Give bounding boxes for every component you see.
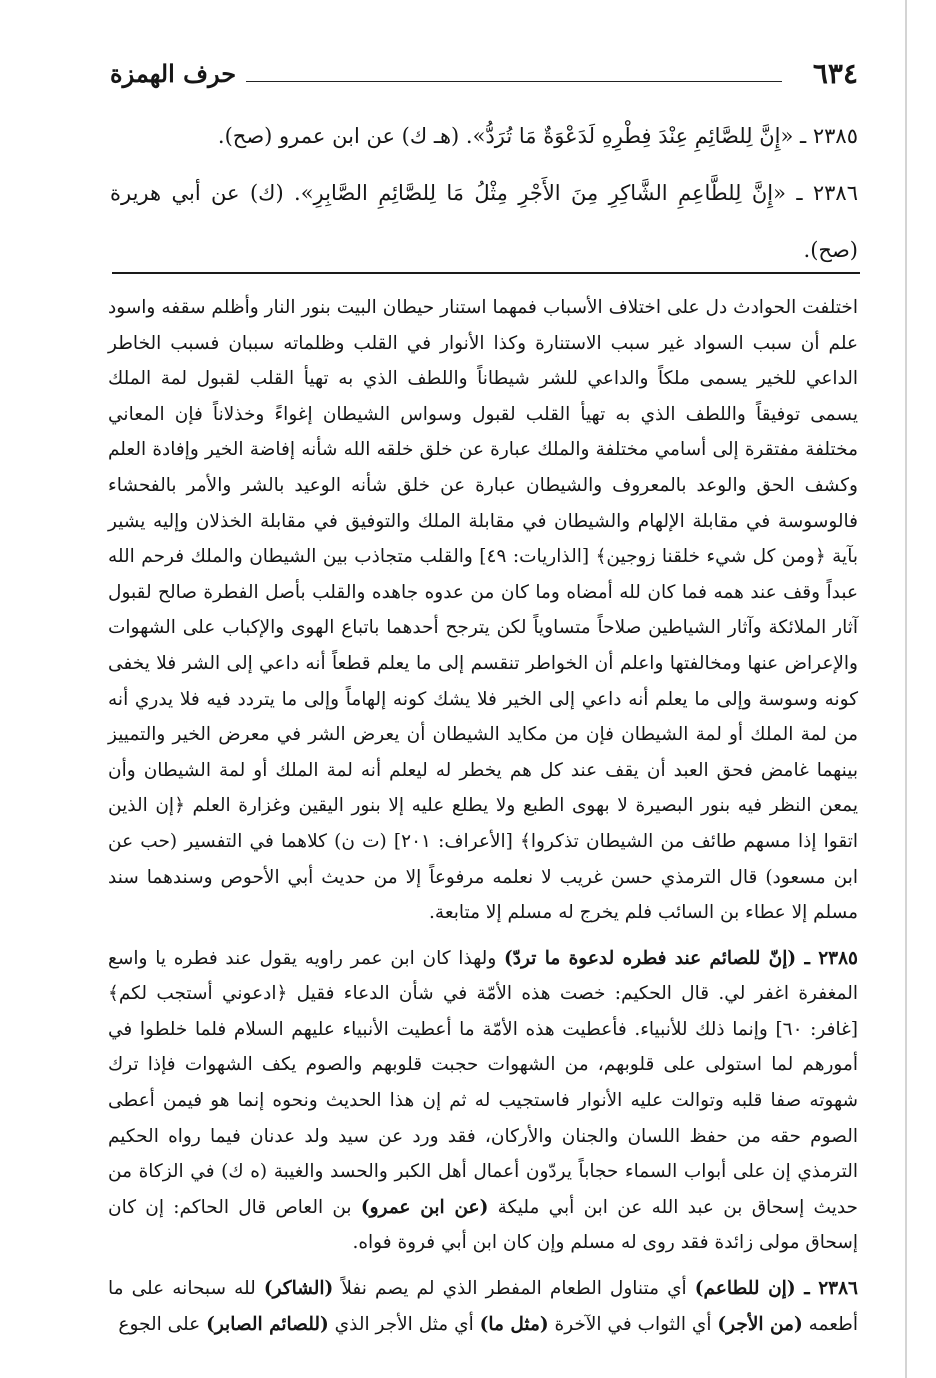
hadith-2385: ٢٣٨٥ ـ «إِنَّ لِلصَّائِمِ عِنْدَ فِطْرِهِ لَدَعْوَةٌ مَا تُرَدُّ». (هـ ك) عن ابن عمرو (صح). <box>217 124 858 148</box>
commentary-paragraph <box>108 941 858 1261</box>
hadith-label: ٢٣٨٦ ـ (إن للطاعم) <box>694 1278 858 1300</box>
keyword: (مثل ما) <box>479 1313 549 1335</box>
header-rule <box>246 81 782 82</box>
hadith-text <box>110 108 858 279</box>
commentary-paragraph <box>108 1271 858 1342</box>
commentary-text: ولهذا كان ابن عمر راويه يقول عند فطره يا واسع المغفرة اغفر لي. قال الحكيم: خصت هذه الأمّة في شأن الدعاء فقيل ﴿ادعوني أستجب لكم﴾ [غافر: ٦٠] وإنما ذلك للأنبياء. فأعطيت هذه الأمّة ما أعطيت الأنبياء عليهم السلام فلما خلطوا في أمورهم لما استولى على قلوبهم، من الشهوات حجبت قلوبهم والصوم يكف الشهوات فإذا ترك شهوته صفا قلبه وتوالت عليه الأنوار فاستجيب له ثم إن هذا الحديث ونحوه إنما هو فيمن أعطى الصوم حقه من حفظ اللسان والجنان والأركان، فقد ورد عن سيد ولد عدنان فيما رواه الحكيم الترمذي إن على أبواب السماء حجاباً يردّون أعمال أهل الكبر والحسد والغيبة (ه ك) في الزكاة من حديث إسحاق بن عبد الله عن ابن أبي مليكة <box>108 947 858 1218</box>
commentary-text: لله سبحانه على ما أطعمه <box>108 1278 858 1335</box>
section-divider <box>112 272 860 274</box>
keyword: (الشاكر) <box>263 1278 334 1300</box>
page-number: ٦٣٤ <box>812 57 858 90</box>
hadith-2386: ٢٣٨٦ ـ «إِنَّ لِلطَّاعِمِ الشَّاكِرِ مِنَ الأَجْرِ مِثْلُ مَا لِلصَّائِمِ الصَّابِرِ». (ك) عن أبي هريرة (صح). <box>110 181 858 262</box>
narrator-ref: (عن ابن عمرو) <box>360 1196 489 1218</box>
commentary <box>108 290 858 1342</box>
commentary-text: بن العاص قال الحاكم: إن كان إسحاق مولى زائدة فقد روى له مسلم وإن كان ابن أبي فروة فواه. <box>108 1196 858 1254</box>
chapter-title: حرف الهمزة <box>110 59 237 88</box>
commentary-text: أي متناول الطعام المفطر الذي لم يصم نفلاً <box>341 1278 687 1300</box>
keyword: (للصائم الصابر) <box>206 1313 329 1335</box>
hadith-label: ٢٣٨٥ ـ (إنّ للصائم عند فطره لدعوة ما تردّ) <box>504 947 858 969</box>
commentary-text: على الجوع <box>118 1313 201 1335</box>
commentary-text: أي مثل الأجر الذي <box>334 1313 474 1335</box>
commentary-paragraph: اختلفت الحوادث دل على اختلاف الأسباب فمهما استنار حيطان البيت بنور النار وأظلم سقفه واسود علم أن سبب السواد غير سبب الاستنارة وكذا الأنوار في القلب وظلماته سببان فسبب الخاطر الداعي للخير يسمى ملكاً والداعي للشر شيطاناً واللطف الذي به تهيأ القلب لقبول لمة الملك يسمى توفيقاً واللطف الذي به تهيأ القلب لقبول وسواس الشيطان إغواءً وخذلاناً فإن المعاني مختلفة مفتقرة إلى أسامي مختلفة والملك عبارة عن خلق خلقه الله شأنه إفاضة الخير وإفادة العلم وكشف الحق والوعد بالمعروف والشيطان عبارة عن خلق شأنه الوعيد بالشر والأمر بالفحشاء فالوسوسة في مقابلة الإلهام والشيطان في مقابلة الملك والتوفيق في مقابلة الخذلان وإليه يشير بآية ﴿ومن كل شيء خلقنا زوجين﴾ [الذاريات: ٤٩] والقلب متجاذب بين الشيطان والملك فرحم الله عبداً وقف عند همه فما كان لله أمضاه وما كان من عدوه جاهده والقلب بأصل الفطرة صالح لقبول آثار الملائكة وآثار الشياطين صلاحاً متساوياً لكن يترجح أحدهما باتباع الهوى والإكباب على الشهوات والإعراض عنها ومخالفتها واعلم أن الخواطر تنقسم إلى ما يعلم قطعاً أنه داعي إلى الشر فلا يخفى كونه وسوسة وإلى ما يعلم أنه داعي إلى الخير فلا يشك كونه إلهاماً وإلى ما يتردد فيه فلا يدري أنه من لمة الملك أو لمة الشيطان فإن من مكايد الشيطان أن يعرض الشر في معرض الخير والتمييز بينهما غامض فحق العبد أن يقف عند كل هم يخطر له ليعلم أنه لمة الملك أو لمة الشيطان وأن يمعن النظر فيه بنور البصيرة لا بهوى الطبع ولا يطلع عليه إلا بنور اليقين وغزارة العلم ﴿إن الذين اتقوا إذا مسهم طائف من الشيطان تذكروا﴾ [الأعراف: ٢٠١] (ت ن) كلاهما في التفسير (حب عن ابن مسعود) قال الترمذي حسن غريب لا نعلمه مرفوعاً إلا من حديث أبي الأحوص وسندهما سند مسلم إلا عطاء بن السائب فلم يخرج له مسلم إلا متابعة. <box>108 297 859 924</box>
commentary-text: أي الثواب في الآخرة <box>554 1313 712 1335</box>
page-header <box>110 52 858 96</box>
keyword: (من الأجر) <box>717 1313 803 1335</box>
page-edge-line <box>905 0 907 1378</box>
